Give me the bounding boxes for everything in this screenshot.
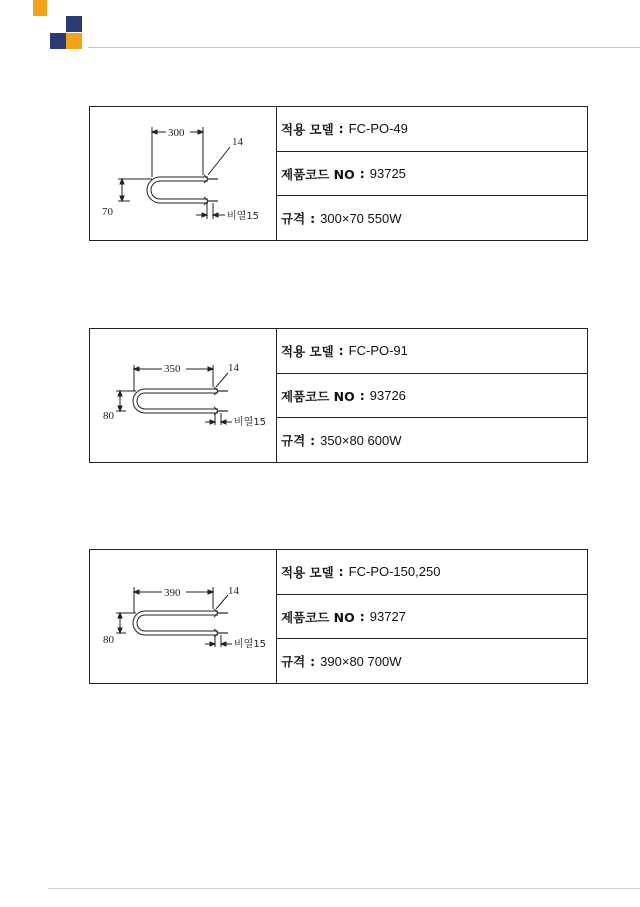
dim-length-2: 350 [164, 363, 181, 375]
spec-row-code [277, 152, 587, 197]
spec-value-model: FC-PO-150,250 [348, 564, 441, 580]
spec-value-size: 390×80 700W [320, 653, 402, 669]
spec-row-model [277, 550, 587, 595]
spec-label-model: 적용 모델 [281, 564, 334, 580]
spec-value-code: 93725 [369, 166, 406, 181]
spec-separator: : [310, 432, 316, 448]
spec-label-code: 제품코드 NO [281, 609, 355, 625]
spec-label-model: 적용 모델 [281, 343, 334, 359]
logo-square-navy-bottom [50, 33, 66, 49]
dim-pitch-1: 비열15 [227, 211, 260, 222]
product-card-2 [89, 328, 588, 463]
spec-label-size: 규격 [281, 433, 306, 449]
dim-tip-2: 14 [228, 362, 239, 374]
spec-row-size [277, 196, 587, 240]
product-card-3 [89, 549, 588, 684]
spec-row-code [277, 595, 587, 640]
dim-height-1: 70 [102, 206, 113, 218]
spec-separator: : [359, 388, 365, 403]
spec-row-code [277, 374, 587, 419]
spec-separator: : [338, 121, 344, 137]
dim-tip-3: 14 [228, 585, 239, 597]
spec-value-model: FC-PO-49 [348, 121, 408, 137]
logo-square-navy-top [66, 16, 82, 32]
spec-label-code: 제품코드 NO [281, 166, 355, 182]
spec-value-code: 93727 [369, 609, 406, 624]
dim-pitch-2: 비열15 [234, 417, 267, 428]
spec-separator: : [310, 210, 316, 226]
logo-square-orange-bottom [66, 33, 82, 49]
heater-diagram-3 [90, 550, 277, 685]
spec-row-size [277, 418, 587, 462]
dim-length-3: 390 [164, 587, 181, 599]
spec-separator: : [310, 653, 316, 669]
footer-divider [48, 888, 640, 889]
spec-value-size: 300×70 550W [320, 210, 402, 226]
spec-separator: : [359, 166, 365, 181]
spec-row-size [277, 639, 587, 683]
heater-diagram-1 [90, 107, 277, 242]
spec-row-model [277, 107, 587, 152]
product-card-1 [89, 106, 588, 241]
heater-diagram-2 [90, 329, 277, 464]
spec-separator: : [338, 343, 344, 359]
logo-square-orange-top [33, 0, 47, 16]
spec-table-2 [277, 329, 587, 462]
spec-table-3 [277, 550, 587, 683]
dim-length-1: 300 [168, 127, 185, 139]
heater-drawing-3 [90, 550, 277, 683]
spec-separator: : [359, 609, 365, 624]
dim-height-3: 80 [103, 634, 114, 646]
spec-value-code: 93726 [369, 388, 406, 403]
spec-value-size: 350×80 600W [320, 432, 402, 448]
heater-drawing-2 [90, 329, 277, 462]
spec-label-code: 제품코드 NO [281, 388, 355, 404]
spec-label-model: 적용 모델 [281, 121, 334, 137]
spec-label-size: 규격 [281, 654, 306, 670]
dim-height-2: 80 [103, 410, 114, 422]
spec-value-model: FC-PO-91 [348, 343, 408, 359]
spec-row-model [277, 329, 587, 374]
spec-separator: : [338, 564, 344, 580]
heater-drawing-1 [90, 107, 277, 240]
spec-table-1 [277, 107, 587, 240]
dim-tip-1: 14 [232, 136, 243, 148]
spec-label-size: 규격 [281, 211, 306, 227]
dim-pitch-3: 비열15 [234, 639, 267, 650]
header-divider [88, 47, 640, 48]
